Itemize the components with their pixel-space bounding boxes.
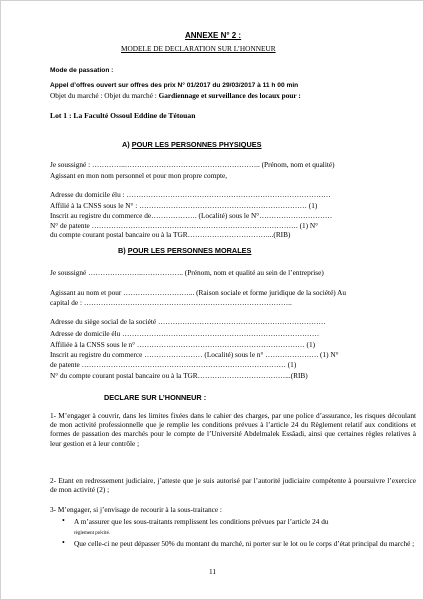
- paragraph-1: 1- M’engager à couvrir, dans les limites fixées dans le cahier des charges, par une police d’assurance, les risques découlant de mon activité professionnelle que je remplie les conditions prévues à l’article 24 du Règlement relatif aux conditions et formes de passation des marchés pour le compte de l’Université Abdelmalek Essâadi, ainsi que certaines règles relatives à leur gestion et à leur contrôle ;: [50, 411, 416, 448]
- morales-line-3: capital de : …………………………………………………………………………..: [50, 298, 292, 307]
- morales-line-1: Je soussigné …………………..…………….. (Prénom, nom et qualité au sein de l’entreprise): [50, 268, 324, 277]
- morales-line-4: Adresse du siège social de la société ……………………………………………………………: [50, 317, 326, 326]
- physiques-line-7: du compte courant postal bancaire ou à la TGR……………………………...(RIB): [50, 230, 291, 239]
- section-b-title: POUR LES PERSONNES MORALES: [127, 246, 252, 255]
- paragraph-2: 2- Etant en redressement judiciaire, j’atteste que je suis autorisé par l’autorité judiciaire compétente à poursuivre l’exercice de mon activité (2) ;: [50, 476, 416, 495]
- physiques-line-6: N° de patente …………………………………………………………………………. (1) N°: [50, 221, 319, 230]
- bullet-2: Que celle-ci ne peut dépasser 50% du montant du marché, ni porter sur le lot ou le corps d’état principal du marché ;: [74, 539, 415, 548]
- bullet-dot-1: •: [62, 516, 65, 525]
- morales-line-9: N° du compte courant postal bancaire ou à la TGR………………………………...(RIB): [50, 371, 308, 380]
- physiques-line-5: Inscrit au registre du commerce de………………. (Localité) sous le N°…………………………: [50, 211, 333, 220]
- physiques-line-3: Adresse du domicile élu : …………………………………………………………………………: [50, 190, 331, 199]
- morales-line-7: Inscrit au registre du commerce …………………… (Localité) sous le n° …………………. (1) N°: [50, 350, 339, 359]
- section-a-heading: [122, 140, 262, 149]
- objet-prefix: Objet du marché : Objet du marché :: [50, 91, 159, 100]
- page-number: 11: [209, 567, 217, 576]
- annex-title: ANNEXE N° 2 :: [185, 31, 242, 40]
- section-b-prefix: B): [118, 246, 128, 255]
- section-a-prefix: A): [122, 140, 132, 149]
- bullet-1: A m’assurer que les sous-traitants remplissent les conditions prévues par l’article 24 du: [74, 517, 329, 526]
- bullet-1-note: règlement précité.: [74, 531, 111, 536]
- physiques-line-4: Affilié à la CNSS sous le N° : …………………………………………………………… (1): [50, 201, 318, 210]
- paragraph-3: 3- M’engager, si j’envisage de recourir à la sous-traitance :: [50, 505, 222, 514]
- morales-line-2: Agissant au nom et pour ………………………... (Raison sociale et forme juridique de la société) Au: [50, 288, 347, 297]
- bullet-dot-2: •: [62, 538, 65, 547]
- section-b-heading: [118, 246, 251, 255]
- section-a-title: POUR LES PERSONNES PHYSIQUES: [131, 140, 262, 149]
- mode-passation: Mode de passation :: [50, 67, 114, 74]
- physiques-line-2: Agissant en mon nom personnel et pour mon propre compte,: [50, 171, 228, 180]
- objet-value: Gardiennage et surveillance des locaux pour :: [158, 91, 301, 100]
- morales-line-6: Affiliée à la CNSS sous le n° …………………………………………………………… (1): [50, 340, 316, 349]
- lot-title: Lot 1 : La Faculté Ossoul Eddine de Tétouan: [50, 111, 196, 120]
- morales-line-8: de patente ………………………………………………………………………… (1): [50, 360, 297, 369]
- physiques-line-1: Je soussigné : …………..……………………………………………….. (Prénom, nom et qualité): [50, 160, 335, 169]
- morales-line-5: Adresse de domicile élu ………………………………………………………………………: [50, 329, 320, 338]
- objet-marche: [50, 91, 301, 100]
- annex-subtitle: MODELE DE DECLARATION SUR L’HONNEUR: [121, 44, 276, 53]
- appel-offres: Appel d’offres ouvert sur offres des prix N° 01/2017 du 29/03/2017 à 11 h 00 min: [50, 82, 299, 89]
- declare-title: DECLARE SUR L’HONNEUR :: [104, 393, 207, 402]
